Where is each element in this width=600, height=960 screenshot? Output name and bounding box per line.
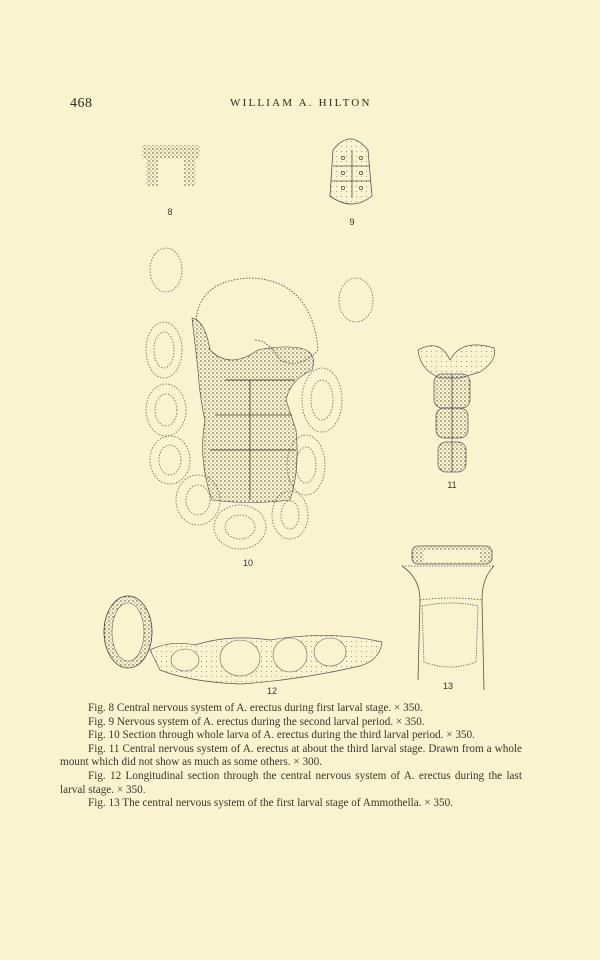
figure-10-drawing xyxy=(146,248,373,549)
caption-fig-10: Fig. 10 Section through whole larva of A. erectus during the third larval period. × 350. xyxy=(88,729,475,742)
figure-captions xyxy=(60,702,522,811)
running-head: WILLIAM A. HILTON xyxy=(230,97,372,109)
figure-13-drawing xyxy=(402,546,494,690)
figure-10-label: 10 xyxy=(242,558,254,568)
figure-9-drawing xyxy=(330,139,372,204)
figure-12-drawing xyxy=(104,596,382,684)
figure-8-drawing xyxy=(142,145,200,186)
figure-11-label: 11 xyxy=(447,480,457,490)
caption-fig-9: Fig. 9 Nervous system of A. erectus during the second larval period. × 350. xyxy=(88,715,425,728)
figure-12-label: 12 xyxy=(266,686,278,696)
figure-11-drawing xyxy=(418,345,495,472)
figure-9-label: 9 xyxy=(349,217,355,227)
figure-8-label: 8 xyxy=(167,207,173,217)
caption-fig-13: Fig. 13 The central nervous system of the first larval stage of Ammothella. × 350. xyxy=(88,797,453,810)
caption-fig-12: Fig. 12 Longitudinal section through the central nervous system of A. erectus during the last larval stage. × 350. xyxy=(60,769,522,796)
caption-fig-8: Fig. 8 Central nervous system of A. erectus during first larval stage. × 350. xyxy=(88,702,423,714)
page-number: 468 xyxy=(70,96,93,111)
figure-13-label: 13 xyxy=(442,681,454,691)
caption-fig-11: Fig. 11 Central nervous system of A. erectus at about the third larval stage. Drawn from a whole mount which did not show as much as some others. × 300. xyxy=(60,742,522,769)
